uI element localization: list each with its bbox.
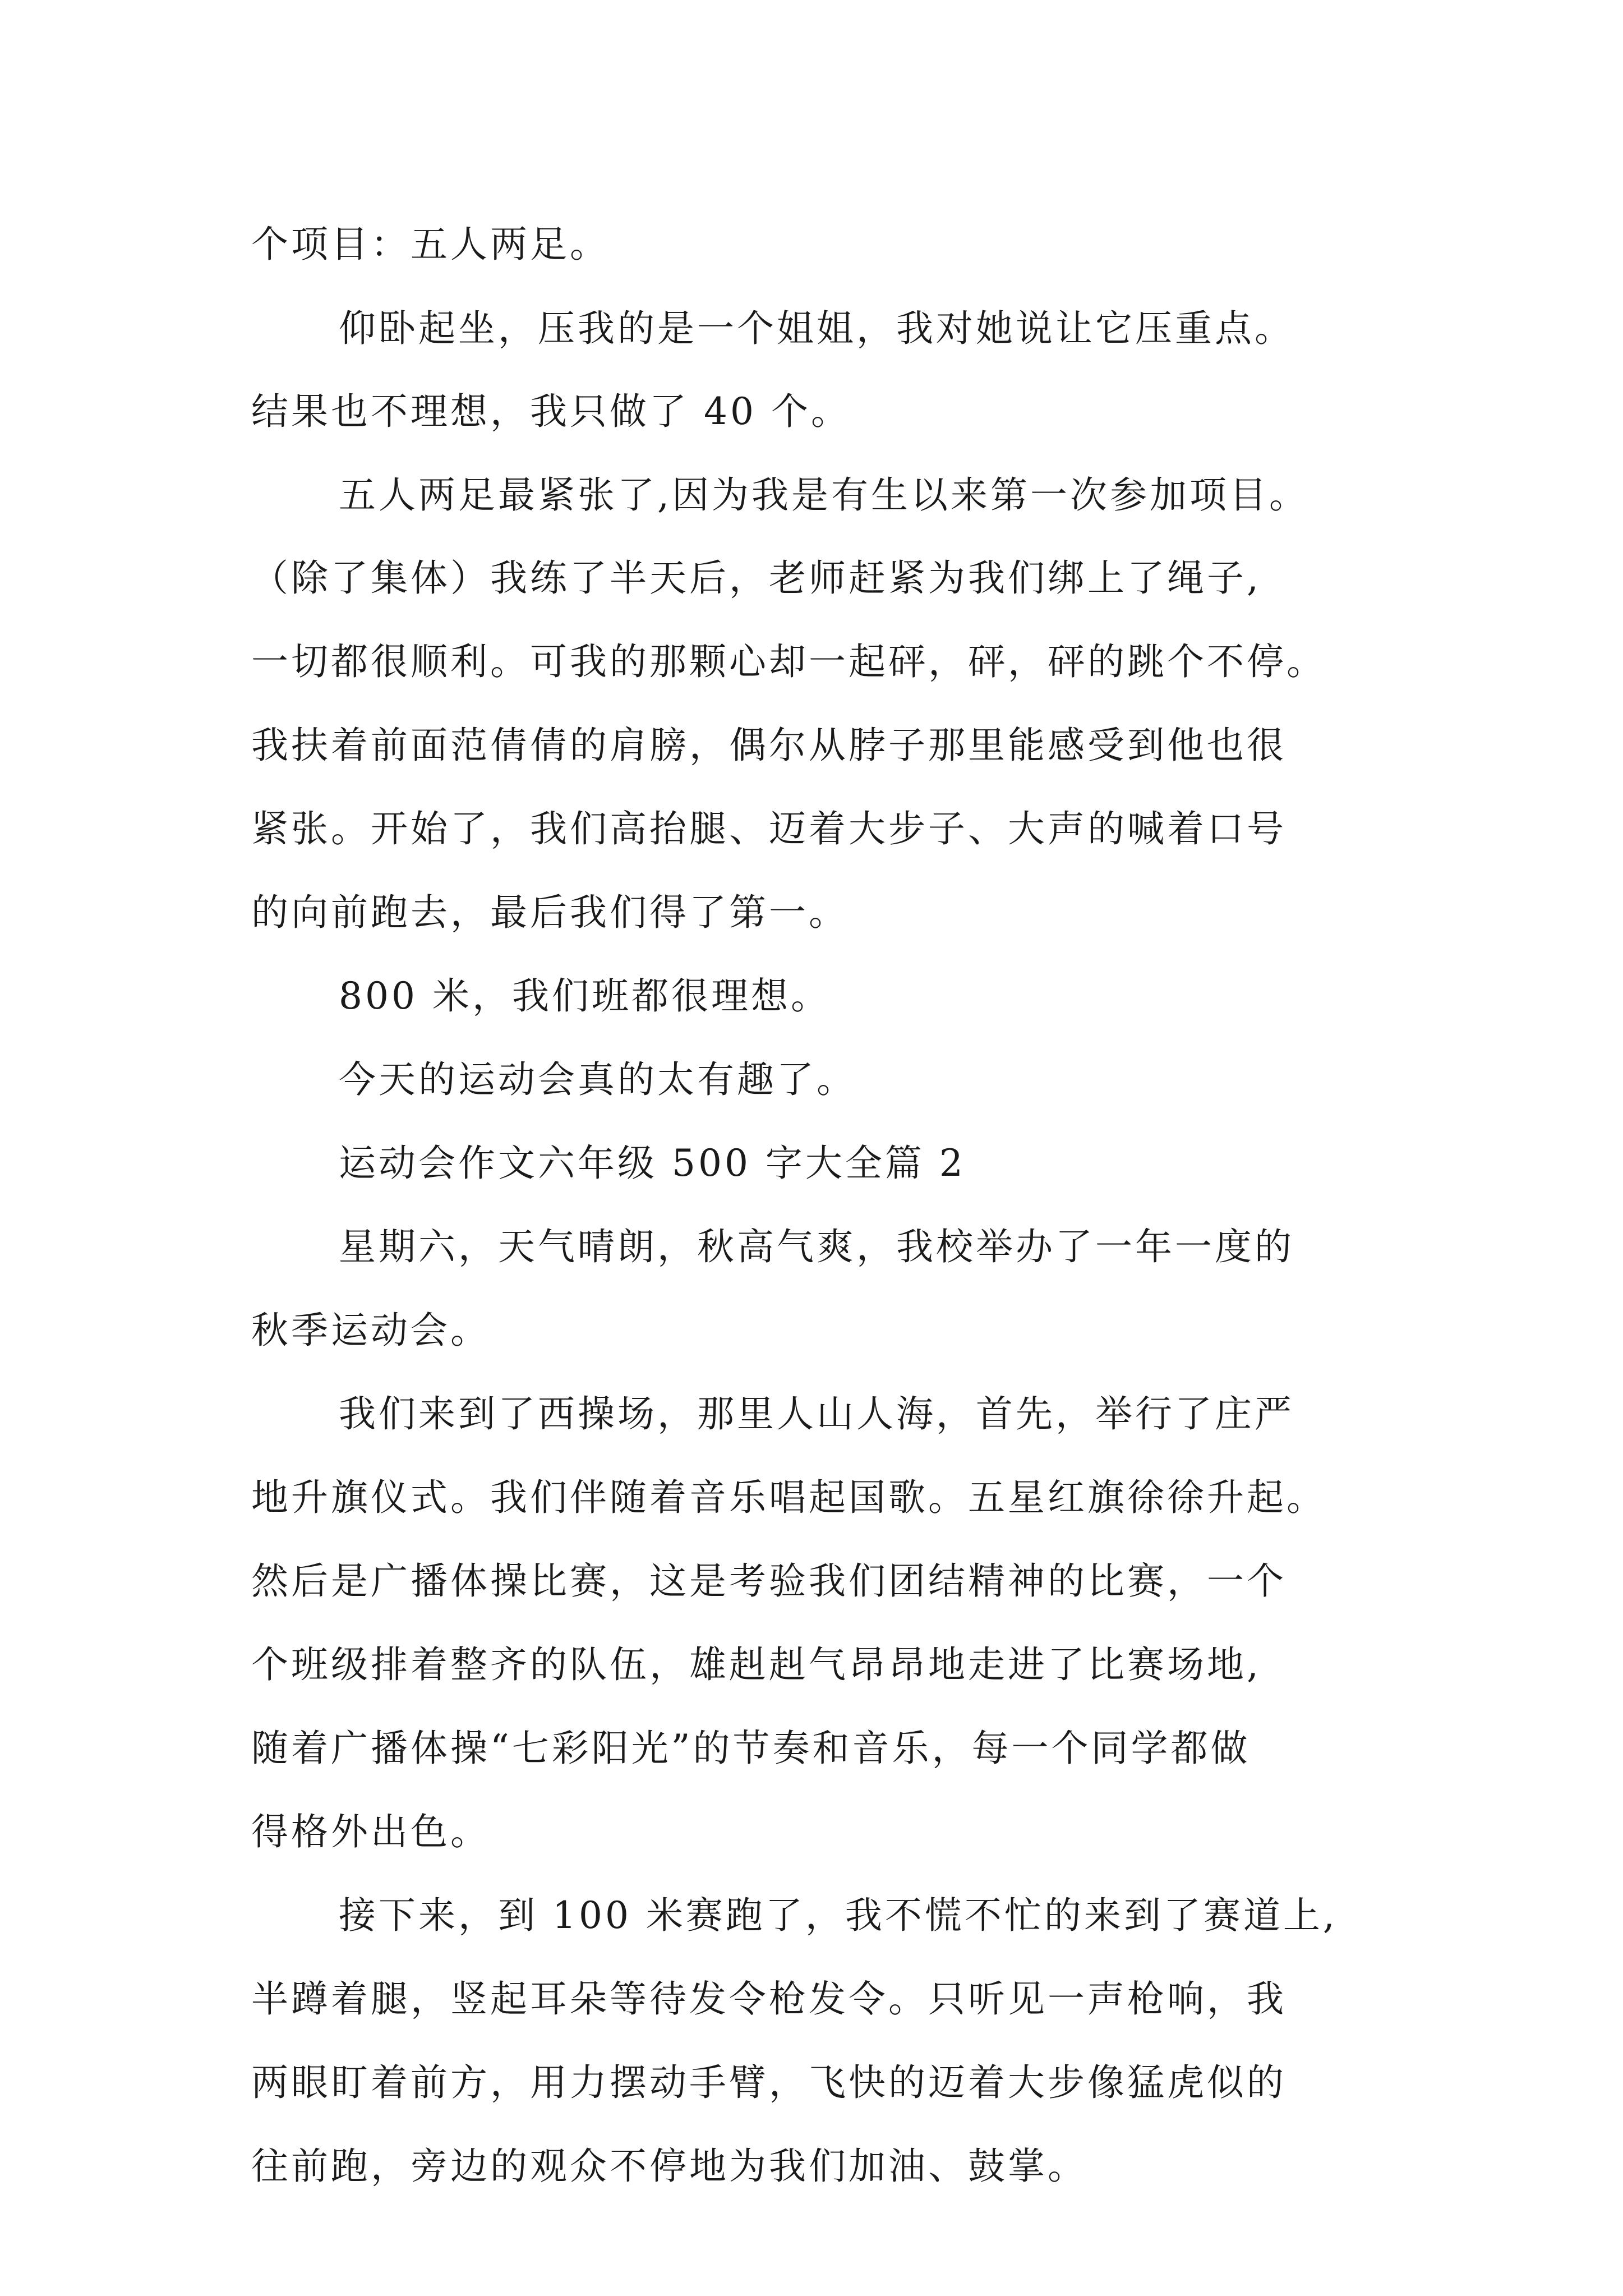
- text-line: 个项目：五人两足。: [251, 223, 610, 266]
- text-line: 紧张。开始了，我们高抬腿、迈着大步子、大声的喊着口号: [251, 807, 1287, 850]
- text-line: 然后是广播体操比赛，这是考验我们团结精神的比赛，一个: [251, 1559, 1287, 1603]
- text-line: 五人两足最紧张了,因为我是有生以来第一次参加项目。: [339, 473, 1309, 517]
- text-line: 得格外出色。: [251, 1810, 490, 1853]
- text-line: 地升旗仪式。我们伴随着音乐唱起国歌。五星红旗徐徐升起。: [251, 1476, 1326, 1519]
- text-line: 我们来到了西操场，那里人山人海，首先，举行了庄严: [339, 1392, 1294, 1435]
- text-line: 半蹲着腿，竖起耳朵等待发令枪发令。只听见一声枪响，我: [251, 1977, 1287, 2021]
- text-line: 秋季运动会。: [251, 1309, 490, 1352]
- text-line: 仰卧起坐，压我的是一个姐姐，我对她说让它压重点。: [339, 307, 1294, 350]
- text-line: （除了集体）我练了半天后，老师赶紧为我们绑上了绳子,: [251, 556, 1261, 600]
- text-line: 结果也不理想，我只做了 40 个。: [251, 390, 851, 433]
- text-line: 800 米，我们班都很理想。: [339, 974, 831, 1018]
- text-line: 星期六，天气晴朗，秋高气爽，我校举办了一年一度的: [339, 1225, 1294, 1268]
- text-line: 随着广播体操“七彩阳光”的节奏和音乐，每一个同学都做: [251, 1727, 1251, 1770]
- text-line: 接下来，到 100 米赛跑了，我不慌不忙的来到了赛道上,: [339, 1894, 1338, 1937]
- text-line: 两眼盯着前方，用力摆动手臂，飞快的迈着大步像猛虎似的: [251, 2061, 1287, 2104]
- text-line: 一切都很顺利。可我的那颗心却一起砰，砰，砰的跳个不停。: [251, 640, 1326, 683]
- text-line: 往前跑，旁边的观众不停地为我们加油、鼓掌。: [251, 2145, 1087, 2188]
- section-heading: 运动会作文六年级 500 字大全篇 2: [339, 1142, 966, 1185]
- text-line: 我扶着前面范倩倩的肩膀，偶尔从脖子那里能感受到他也很: [251, 724, 1287, 767]
- text-line: 个班级排着整齐的队伍，雄赳赳气昂昂地走进了比赛场地,: [251, 1643, 1261, 1686]
- text-line: 今天的运动会真的太有趣了。: [339, 1058, 856, 1101]
- text-line: 的向前跑去，最后我们得了第一。: [251, 891, 849, 934]
